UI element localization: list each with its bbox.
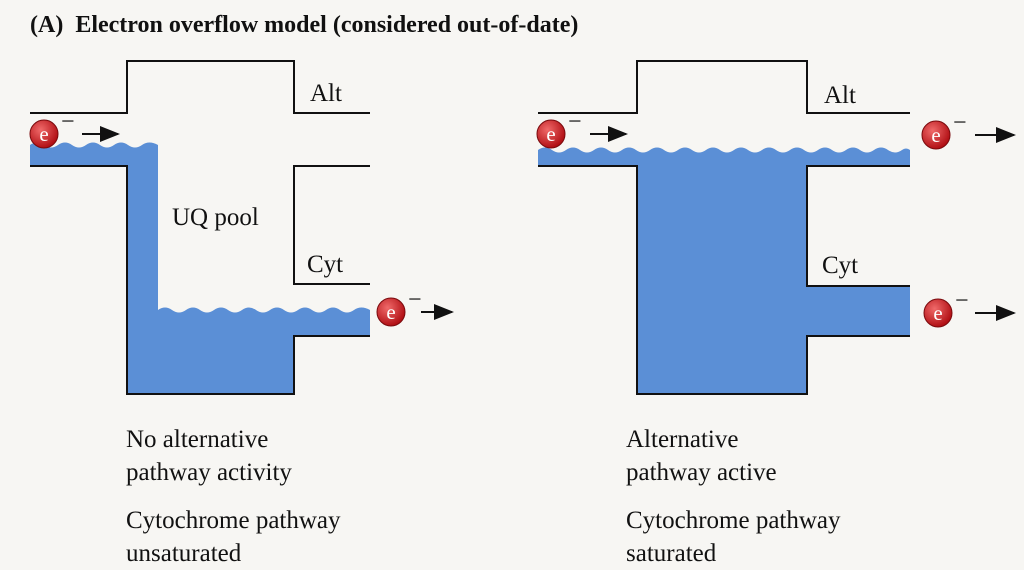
left-electron-out-cyt bbox=[377, 287, 452, 326]
svg-text:e: e bbox=[39, 122, 49, 146]
right-electron-out-alt bbox=[922, 110, 1014, 149]
right-caption-activity bbox=[626, 423, 777, 489]
right-cyt-label: Cyt bbox=[822, 252, 859, 279]
left-diagram bbox=[30, 61, 452, 394]
right-alt-label: Alt bbox=[824, 82, 856, 109]
svg-text:−: − bbox=[61, 109, 75, 135]
right-activity-line2: pathway active bbox=[626, 459, 777, 486]
right-activity-line1: Alternative bbox=[626, 426, 739, 453]
left-cyt-label: Cyt bbox=[307, 251, 344, 278]
right-status-line1: Cytochrome pathway bbox=[626, 507, 841, 534]
right-caption-status bbox=[626, 504, 841, 570]
left-activity-line2: pathway activity bbox=[126, 459, 292, 486]
right-status-line2: saturated bbox=[626, 540, 717, 567]
left-status-line1: Cytochrome pathway bbox=[126, 507, 341, 534]
right-electron-out-cyt bbox=[924, 288, 1014, 327]
left-caption-activity bbox=[126, 423, 292, 489]
svg-text:−: − bbox=[953, 110, 967, 136]
left-caption-status bbox=[126, 504, 341, 570]
svg-text:e: e bbox=[931, 123, 941, 147]
left-uq-label: UQ pool bbox=[172, 204, 259, 231]
title-text: Electron overflow model (considered out-of-date) bbox=[75, 12, 579, 38]
left-electron-in bbox=[30, 109, 118, 148]
svg-text:−: − bbox=[568, 109, 582, 135]
svg-text:−: − bbox=[408, 287, 422, 313]
svg-text:e: e bbox=[933, 301, 943, 325]
svg-text:−: − bbox=[955, 288, 969, 314]
left-activity-line1: No alternative bbox=[126, 426, 269, 453]
svg-text:e: e bbox=[546, 122, 556, 146]
left-alt-label: Alt bbox=[310, 80, 342, 107]
panel-letter: (A) bbox=[30, 12, 64, 38]
right-electron-in bbox=[537, 109, 626, 148]
svg-text:e: e bbox=[386, 300, 396, 324]
right-diagram bbox=[537, 61, 1014, 394]
left-status-line2: unsaturated bbox=[126, 540, 242, 567]
